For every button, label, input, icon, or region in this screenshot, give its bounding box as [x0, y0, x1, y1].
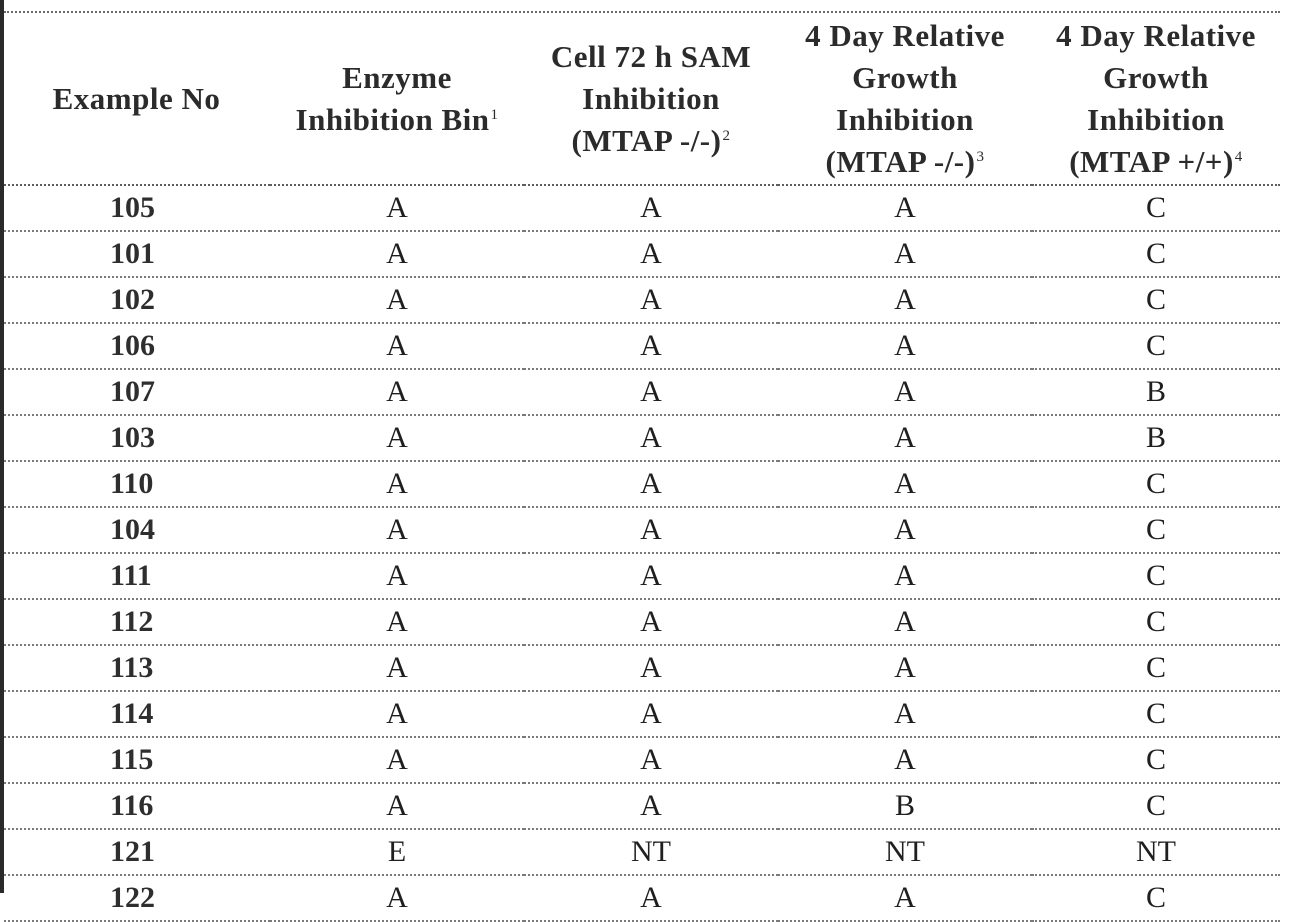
result-cell: A [524, 277, 778, 323]
result-cell: C [1032, 323, 1280, 369]
result-cell: E [270, 829, 524, 875]
results-table [4, 14, 1280, 922]
result-cell: A [524, 415, 778, 461]
table-row [4, 737, 1280, 783]
result-cell: A [778, 875, 1032, 921]
example-number-cell: 110 [4, 461, 270, 507]
footnote-marker: 3 [976, 148, 985, 165]
result-cell: A [778, 645, 1032, 691]
result-cell: A [778, 599, 1032, 645]
result-cell: A [524, 691, 778, 737]
example-number-cell: 121 [4, 829, 270, 875]
header-text: 4 Day Relative Growth Inhibition (MTAP +/+) [1056, 18, 1256, 179]
result-cell: B [778, 783, 1032, 829]
result-cell: C [1032, 461, 1280, 507]
document-page [4, 0, 1280, 914]
table-row [4, 415, 1280, 461]
result-cell: C [1032, 783, 1280, 829]
example-number-cell: 101 [4, 231, 270, 277]
header-growth-inhibition-mtap-wt [1032, 14, 1280, 185]
table-row [4, 231, 1280, 277]
example-number-cell: 106 [4, 323, 270, 369]
result-cell: A [778, 553, 1032, 599]
result-cell: A [778, 415, 1032, 461]
result-cell: A [270, 737, 524, 783]
result-cell: C [1032, 277, 1280, 323]
header-growth-inhibition-mtap-null [778, 14, 1032, 185]
result-cell: A [270, 461, 524, 507]
result-cell: A [524, 231, 778, 277]
result-cell: A [524, 185, 778, 231]
result-cell: C [1032, 737, 1280, 783]
result-cell: A [270, 415, 524, 461]
table-header [4, 14, 1280, 185]
example-number-cell: 104 [4, 507, 270, 553]
table-row [4, 185, 1280, 231]
header-text: Enzyme Inhibition Bin [295, 60, 490, 137]
result-cell: C [1032, 599, 1280, 645]
result-cell: A [524, 553, 778, 599]
example-number-cell: 112 [4, 599, 270, 645]
result-cell: NT [778, 829, 1032, 875]
result-cell: A [270, 553, 524, 599]
header-cell-sam-inhibition [524, 14, 778, 185]
result-cell: A [778, 277, 1032, 323]
example-number-cell: 103 [4, 415, 270, 461]
header-text: Cell 72 h SAM Inhibition (MTAP -/-) [550, 39, 752, 158]
result-cell: A [270, 875, 524, 921]
table-row [4, 323, 1280, 369]
example-number-cell: 113 [4, 645, 270, 691]
example-number-cell: 114 [4, 691, 270, 737]
result-cell: A [270, 691, 524, 737]
example-number-cell: 115 [4, 737, 270, 783]
result-cell: A [270, 231, 524, 277]
result-cell: C [1032, 507, 1280, 553]
result-cell: A [524, 461, 778, 507]
result-cell: NT [1032, 829, 1280, 875]
result-cell: C [1032, 185, 1280, 231]
result-cell: C [1032, 645, 1280, 691]
result-cell: A [270, 783, 524, 829]
table-body [4, 185, 1280, 921]
header-row [4, 14, 1280, 185]
example-number-cell: 116 [4, 783, 270, 829]
result-cell: A [524, 507, 778, 553]
result-cell: A [270, 277, 524, 323]
table-row [4, 507, 1280, 553]
footnote-marker: 1 [490, 106, 499, 123]
result-cell: C [1032, 553, 1280, 599]
example-number-cell: 107 [4, 369, 270, 415]
result-cell: A [524, 737, 778, 783]
footnote-marker: 4 [1234, 148, 1243, 165]
result-cell: A [524, 875, 778, 921]
table-row [4, 875, 1280, 921]
header-enzyme-inhibition-bin [270, 14, 524, 185]
footnote-marker: 2 [722, 127, 731, 144]
result-cell: A [524, 599, 778, 645]
result-cell: A [778, 323, 1032, 369]
table-row [4, 277, 1280, 323]
result-cell: A [524, 783, 778, 829]
result-cell: C [1032, 231, 1280, 277]
result-cell: A [270, 323, 524, 369]
table-row [4, 553, 1280, 599]
table-row [4, 691, 1280, 737]
result-cell: A [778, 369, 1032, 415]
result-cell: A [778, 231, 1032, 277]
result-cell: NT [524, 829, 778, 875]
result-cell: A [524, 645, 778, 691]
result-cell: A [270, 369, 524, 415]
table-top-rule [4, 11, 1280, 13]
table-row [4, 645, 1280, 691]
example-number-cell: 102 [4, 277, 270, 323]
result-cell: A [778, 507, 1032, 553]
table-row [4, 369, 1280, 415]
result-cell: A [778, 691, 1032, 737]
header-text: 4 Day Relative Growth Inhibition (MTAP -/-) [805, 18, 1005, 179]
result-cell: A [270, 599, 524, 645]
result-cell: A [524, 323, 778, 369]
result-cell: A [778, 185, 1032, 231]
table-row [4, 461, 1280, 507]
result-cell: A [524, 369, 778, 415]
result-cell: A [778, 461, 1032, 507]
example-number-cell: 105 [4, 185, 270, 231]
result-cell: A [270, 645, 524, 691]
result-cell: A [778, 737, 1032, 783]
result-cell: A [270, 507, 524, 553]
example-number-cell: 111 [4, 553, 270, 599]
result-cell: A [270, 185, 524, 231]
result-cell: C [1032, 691, 1280, 737]
table-row [4, 599, 1280, 645]
example-number-cell: 122 [4, 875, 270, 921]
header-text: Example No [52, 81, 221, 116]
header-example-no [4, 14, 270, 185]
result-cell: B [1032, 369, 1280, 415]
table-row [4, 829, 1280, 875]
result-cell: B [1032, 415, 1280, 461]
table-row [4, 783, 1280, 829]
result-cell: C [1032, 875, 1280, 921]
